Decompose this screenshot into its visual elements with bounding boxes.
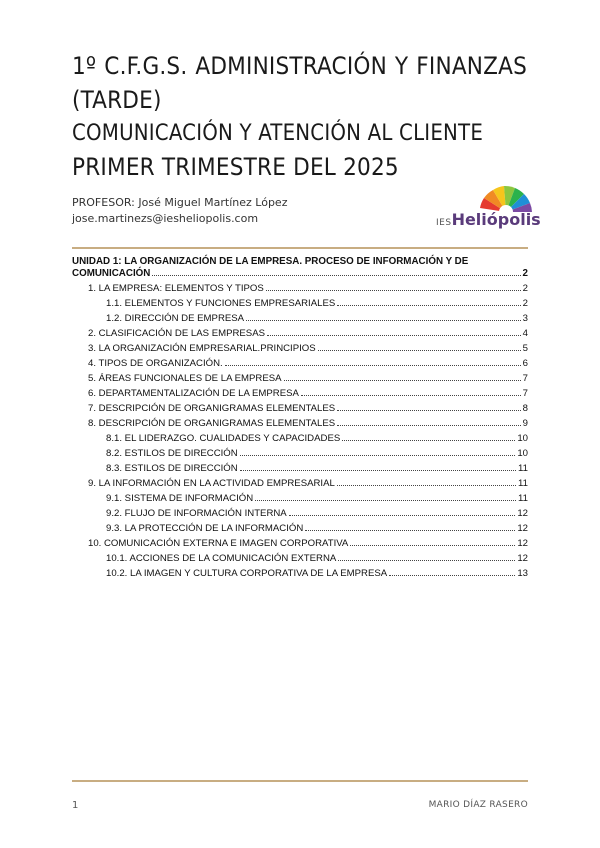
- toc-leader: [267, 334, 521, 336]
- toc-leader: [240, 469, 516, 471]
- toc-entry-page: 7: [522, 373, 528, 384]
- toc-entry-label: 2. CLASIFICACIÓN DE LAS EMPRESAS: [88, 328, 266, 339]
- subject-title: COMUNICACIÓN Y ATENCIÓN AL CLIENTE: [72, 121, 484, 146]
- toc-leader: [301, 394, 521, 396]
- toc-leader: [337, 409, 520, 411]
- toc-leader: [318, 349, 521, 351]
- toc-leader: [338, 559, 515, 561]
- toc-entry-page: 3: [522, 313, 528, 324]
- toc-entry[interactable]: [72, 478, 528, 493]
- toc-entry-label: 7. DESCRIPCIÓN DE ORGANIGRAMAS ELEMENTALES: [88, 403, 336, 414]
- toc-unit-title-line1: UNIDAD 1: LA ORGANIZACIÓN DE LA EMPRESA. PROCESO DE INFORMACIÓN Y DE: [72, 256, 469, 267]
- course-title-group: (TARDE): [72, 86, 162, 114]
- toc-entry-label: 8.2. ESTILOS DE DIRECCIÓN: [106, 448, 238, 459]
- header-divider: [72, 247, 528, 249]
- toc-entry-page: 10: [517, 433, 528, 444]
- toc-leader: [284, 379, 521, 381]
- toc-entry-page: 13: [517, 568, 528, 579]
- toc-leader: [240, 454, 516, 456]
- toc-entry-label: 9. LA INFORMACIÓN EN LA ACTIVIDAD EMPRESARIAL: [88, 478, 335, 489]
- toc-entry[interactable]: [72, 328, 528, 343]
- toc-entry-label: 1.2. DIRECCIÓN DE EMPRESA: [106, 313, 245, 324]
- toc-leader: [246, 319, 521, 321]
- toc-entry-label: 6. DEPARTAMENTALIZACIÓN DE LA EMPRESA: [88, 388, 299, 399]
- toc-entry-page: 6: [522, 358, 528, 369]
- toc-entry-label: 9.1. SISTEMA DE INFORMACIÓN: [106, 493, 254, 504]
- toc-entry[interactable]: [72, 418, 528, 433]
- toc-entry-page: 11: [518, 463, 528, 474]
- toc-entry-page: 12: [517, 538, 528, 549]
- toc-entry[interactable]: [72, 358, 528, 373]
- toc-leader: [266, 289, 521, 291]
- toc-leader: [337, 424, 520, 426]
- term-title: PRIMER TRIMESTRE DEL 2025: [72, 153, 399, 181]
- toc-entry-label: 8. DESCRIPCIÓN DE ORGANIGRAMAS ELEMENTALES: [88, 418, 336, 429]
- toc-entry[interactable]: [72, 433, 528, 448]
- author-name: MARIO DÍAZ RASERO: [428, 800, 528, 810]
- toc-entry-page: 8: [522, 403, 528, 414]
- professor-email: jose.martinezs@iesheliopolis.com: [72, 212, 259, 225]
- toc-entry-label: 9.2. FLUJO DE INFORMACIÓN INTERNA: [106, 508, 287, 519]
- toc-entry[interactable]: [72, 508, 528, 523]
- toc-unit-page: 2: [522, 268, 528, 279]
- toc-entry-page: 5: [522, 343, 528, 354]
- toc-entry-label: 1.1. ELEMENTOS Y FUNCIONES EMPRESARIALES: [106, 298, 336, 309]
- toc-entry[interactable]: [72, 403, 528, 418]
- logo-ies-text: IES: [436, 218, 452, 228]
- toc-entry[interactable]: [72, 523, 528, 538]
- toc-leader: [305, 529, 515, 531]
- toc-entry-page: 12: [517, 523, 528, 534]
- professor-name: PROFESOR: José Miguel Martínez López: [72, 196, 288, 209]
- toc-unit-heading[interactable]: [72, 256, 528, 280]
- logo-name-text: Heliópolis: [451, 210, 541, 229]
- toc-leader: [337, 484, 516, 486]
- toc-leader: [225, 364, 521, 366]
- toc-entry[interactable]: [72, 568, 528, 583]
- toc-entries: [72, 283, 528, 583]
- toc-entry-label: 9.3. LA PROTECCIÓN DE LA INFORMACIÓN: [106, 523, 304, 534]
- toc-leader: [337, 304, 520, 306]
- toc-entry-label: 10.1. ACCIONES DE LA COMUNICACIÓN EXTERNA: [106, 553, 337, 564]
- toc-entry-label: 5. ÁREAS FUNCIONALES DE LA EMPRESA: [88, 373, 282, 384]
- toc-entry[interactable]: [72, 463, 528, 478]
- page-number: 1: [72, 800, 79, 811]
- toc-entry-page: 11: [518, 493, 528, 504]
- toc-leader: [255, 499, 516, 501]
- toc-leader: [152, 274, 520, 276]
- toc-leader: [389, 574, 515, 576]
- footer-divider: [72, 780, 528, 782]
- toc-entry[interactable]: [72, 448, 528, 463]
- toc-entry-page: 9: [522, 418, 528, 429]
- toc-leader: [350, 544, 515, 546]
- toc-entry-label: 4. TIPOS DE ORGANIZACIÓN.: [88, 358, 223, 369]
- toc-entry[interactable]: [72, 553, 528, 568]
- toc-entry-page: 10: [517, 448, 528, 459]
- school-logo: [436, 184, 541, 229]
- toc-entry[interactable]: [72, 343, 528, 358]
- toc-entry-page: 2: [522, 298, 528, 309]
- course-title: 1º C.F.G.S. ADMINISTRACIÓN Y FINANZAS: [72, 52, 527, 80]
- toc-entry-label: 1. LA EMPRESA: ELEMENTOS Y TIPOS: [88, 283, 264, 294]
- toc-entry-label: 8.1. EL LIDERAZGO. CUALIDADES Y CAPACIDADES: [106, 433, 341, 444]
- toc-entry[interactable]: [72, 388, 528, 403]
- toc-entry[interactable]: [72, 373, 528, 388]
- toc-entry[interactable]: [72, 298, 528, 313]
- toc-entry-page: 12: [517, 553, 528, 564]
- table-of-contents: [72, 256, 528, 583]
- toc-entry-page: 2: [522, 283, 528, 294]
- toc-entry[interactable]: [72, 283, 528, 298]
- toc-entry-page: 11: [518, 478, 528, 489]
- toc-leader: [342, 439, 515, 441]
- toc-leader: [289, 514, 516, 516]
- toc-entry-page: 12: [517, 508, 528, 519]
- toc-entry-label: 10.2. LA IMAGEN Y CULTURA CORPORATIVA DE LA EMPRESA: [106, 568, 388, 579]
- toc-entry-page: 4: [522, 328, 528, 339]
- toc-entry[interactable]: [72, 493, 528, 508]
- toc-entry-page: 7: [522, 388, 528, 399]
- toc-entry[interactable]: [72, 313, 528, 328]
- toc-entry-label: 10. COMUNICACIÓN EXTERNA E IMAGEN CORPORATIVA: [88, 538, 349, 549]
- toc-entry[interactable]: [72, 538, 528, 553]
- toc-entry-label: 8.3. ESTILOS DE DIRECCIÓN: [106, 463, 238, 474]
- toc-unit-title-line2: COMUNICACIÓN: [72, 268, 151, 279]
- toc-entry-label: 3. LA ORGANIZACIÓN EMPRESARIAL.PRINCIPIOS: [88, 343, 316, 354]
